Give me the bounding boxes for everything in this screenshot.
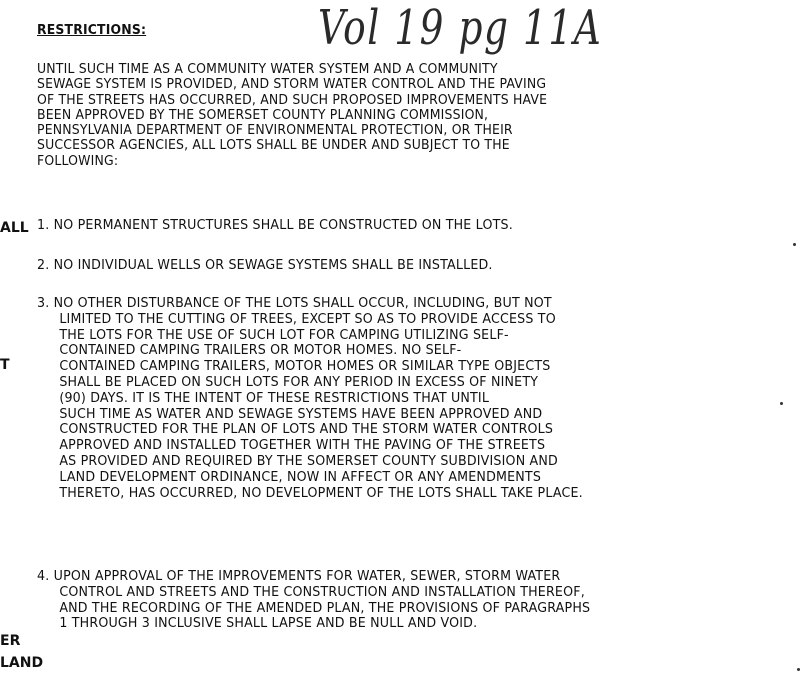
restriction-item-4 <box>37 569 632 632</box>
scan-speck <box>797 668 800 671</box>
item-line: CONSTRUCTED FOR THE PLAN OF LOTS AND THE STORM WATER CONTROLS <box>59 421 554 438</box>
intro-line: UNTIL SUCH TIME AS A COMMUNITY WATER SYSTEM AND A COMMUNITY <box>37 62 498 77</box>
item-line: 4. UPON APPROVAL OF THE IMPROVEMENTS FOR WATER, SEWER, STORM WATER <box>37 568 561 584</box>
intro-line: BEEN APPROVED BY THE SOMERSET COUNTY PLANNING COMMISSION, <box>37 107 489 123</box>
intro-line: FOLLOWING: <box>37 153 119 169</box>
margin-fragment: ALL <box>0 220 29 236</box>
restriction-item-3 <box>37 296 624 501</box>
item-line: AND THE RECORDING OF THE AMENDED PLAN, THE PROVISIONS OF PARAGRAPHS <box>59 599 591 616</box>
intro-line: SEWAGE SYSTEM IS PROVIDED, AND STORM WATER CONTROL AND THE PAVING <box>37 77 547 93</box>
handwritten-volume-page-note: Vol 19 pg 11A <box>318 0 603 56</box>
scan-speck <box>793 243 796 246</box>
restriction-item-2 <box>37 258 527 273</box>
item-line: AS PROVIDED AND REQUIRED BY THE SOMERSET COUNTY SUBDIVISION AND <box>59 452 558 469</box>
scan-speck <box>780 402 783 405</box>
item-line: 1. NO PERMANENT STRUCTURES SHALL BE CONSTRUCTED ON THE LOTS. <box>37 217 513 233</box>
item-line: THERETO, HAS OCCURRED, NO DEVELOPMENT OF THE LOTS SHALL TAKE PLACE. <box>59 484 583 501</box>
item-line: CONTROL AND STREETS AND THE CONSTRUCTION AND INSTALLATION THEREOF, <box>59 583 585 600</box>
item-line: SHALL BE PLACED ON SUCH LOTS FOR ANY PERIOD IN EXCESS OF NINETY <box>59 373 539 390</box>
margin-fragment: ER <box>0 633 21 649</box>
item-line: LIMITED TO THE CUTTING OF TREES, EXCEPT SO AS TO PROVIDE ACCESS TO <box>59 310 556 327</box>
restriction-item-1 <box>37 218 549 233</box>
intro-paragraph <box>37 62 737 169</box>
intro-line: SUCCESSOR AGENCIES, ALL LOTS SHALL BE UNDER AND SUBJECT TO THE <box>37 138 510 154</box>
item-line: APPROVED AND INSTALLED TOGETHER WITH THE PAVING OF THE STREETS <box>59 437 546 454</box>
margin-fragment: T <box>0 357 10 373</box>
intro-line: PENNSYLVANIA DEPARTMENT OF ENVIRONMENTAL PROTECTION, OR THEIR <box>37 123 513 139</box>
item-line: (90) DAYS. IT IS THE INTENT OF THESE RESTRICTIONS THAT UNTIL <box>59 389 490 406</box>
item-line: 3. NO OTHER DISTURBANCE OF THE LOTS SHALL OCCUR, INCLUDING, BUT NOT <box>37 295 552 311</box>
item-line: 2. NO INDIVIDUAL WELLS OR SEWAGE SYSTEMS SHALL BE INSTALLED. <box>37 257 493 273</box>
item-line: SUCH TIME AS WATER AND SEWAGE SYSTEMS HAVE BEEN APPROVED AND <box>59 405 543 422</box>
margin-fragment: LAND <box>0 655 44 671</box>
item-line: CONTAINED CAMPING TRAILERS, MOTOR HOMES OR SIMILAR TYPE OBJECTS <box>59 358 551 375</box>
restrictions-heading: RESTRICTIONS: <box>37 22 147 38</box>
item-line: THE LOTS FOR THE USE OF SUCH LOT FOR CAMPING UTILIZING SELF- <box>59 326 509 343</box>
item-line: LAND DEVELOPMENT ORDINANCE, NOW IN AFFECT OR ANY AMENDMENTS <box>59 468 542 485</box>
intro-line: OF THE STREETS HAS OCCURRED, AND SUCH PROPOSED IMPROVEMENTS HAVE <box>37 92 548 108</box>
item-line: CONTAINED CAMPING TRAILERS OR MOTOR HOMES. NO SELF- <box>59 342 462 359</box>
item-line: 1 THROUGH 3 INCLUSIVE SHALL LAPSE AND BE NULL AND VOID. <box>59 615 478 632</box>
